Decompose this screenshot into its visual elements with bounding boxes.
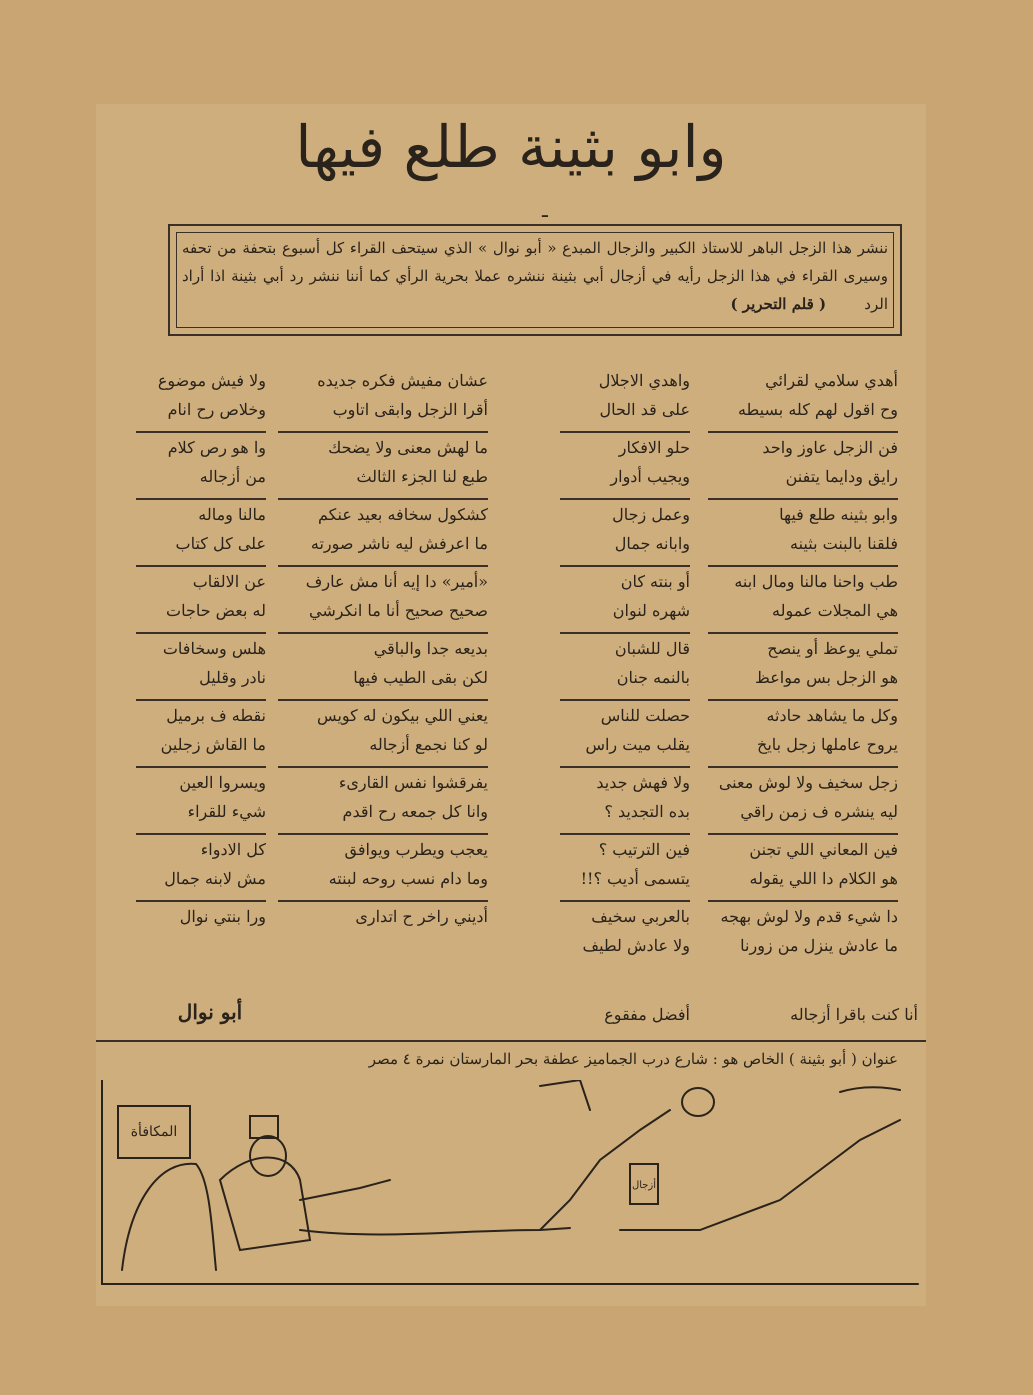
editorial-note-text: ننشر هذا الزجل الباهر للاستاذ الكبير والزجال المبدع « أبو نوال » الذي سيتحف القراء كل أسبوع بتحفة من تحفه وسيرى القراء في هذا الزجل رأيه في أزجال أبي بثينة ننشره عملا بحرية الرأي كما أننا ننشر رد أبي بثينة اذا أراد الرد (182, 239, 888, 313)
poem-stanza (708, 701, 898, 768)
poem-line: وح اقول لهم كله بسيطه (737, 400, 898, 419)
poem-closing-refrain: أفضل مفقوع (604, 1005, 690, 1024)
poem-line: ولا عادش لطيف (582, 936, 690, 955)
poem-line: أهدي سلامي لقرائي (765, 371, 898, 390)
poem-column-4 (136, 366, 266, 969)
poem-line: أقرا الزجل وابقى اتاوب (332, 400, 488, 419)
flying-hat (540, 1080, 590, 1110)
poem-line: أديني راخر ح اتدارى (355, 907, 488, 926)
poem-stanza (278, 433, 488, 500)
poem-line: بالعربي سخيف (591, 907, 690, 926)
poem-stanza (278, 835, 488, 902)
poem-stanza (136, 433, 266, 500)
seated-figure-head (250, 1136, 286, 1176)
poem-signature: أبو نوال (177, 1000, 243, 1024)
poem-stanza (560, 902, 690, 969)
title-ornament: ـ (542, 198, 548, 222)
magazine-page (96, 104, 926, 1306)
poem-stanza (560, 835, 690, 902)
poem-line: رايق ودايما يتفنن (785, 467, 898, 486)
poem-stanza (278, 768, 488, 835)
poem-stanza (136, 835, 266, 902)
poem-line: على قد الحال (599, 400, 690, 419)
poem-line: حلو الافكار (618, 438, 690, 457)
poem-line: فين الترتيب ؟ (598, 840, 690, 859)
poem-stanza (708, 433, 898, 500)
running-figure-head (682, 1088, 714, 1116)
poem-line: وابو بثينه طلع فيها (779, 505, 898, 524)
poem-stanza (708, 768, 898, 835)
poem-line: ولا فهش جديد (596, 773, 690, 792)
poem-stanza (708, 634, 898, 701)
poem-line: لو كنا نجمع أزجاله (369, 735, 488, 754)
poem-line: دا شيء قدم ولا لوش بهجه (720, 907, 898, 926)
poem-line: يروح عاملها زجل بايخ (757, 735, 898, 754)
poem-stanza (278, 634, 488, 701)
poem-stanza (136, 634, 266, 701)
poem-stanza (560, 366, 690, 433)
poem-line: طب واحنا مالنا ومال ابنه (734, 572, 898, 591)
poem-stanza (278, 902, 488, 969)
poem-line: مالنا وماله (198, 505, 266, 524)
poem-line: ورا بنتي نوال (179, 907, 266, 926)
poem-stanza (136, 701, 266, 768)
editorial-note (182, 234, 888, 318)
poem-line: وانا كل جمعه رح اقدم (342, 802, 488, 821)
poem-line: قال للشبان (614, 639, 690, 658)
poem-line: زجل سخيف ولا لوش معنى (718, 773, 898, 792)
poem-line: مش لابنه جمال (164, 869, 266, 888)
poem-line: فلقنا بالبنت بثينه (790, 534, 898, 553)
poem-line: ويسروا العين (179, 773, 266, 792)
poem-line: يعجب ويطرب ويوافق (344, 840, 488, 859)
poem-stanza (136, 902, 266, 969)
poem-line: شيء للقراء (187, 802, 266, 821)
poem-line: ولا فيش موضوع (157, 371, 266, 390)
pointing-arm (300, 1180, 390, 1200)
poem-line: لكن بقى الطيب فيها (353, 668, 488, 687)
poem-line: وكل ما يشاهد حادثه (766, 706, 898, 725)
editorial-note-box (168, 224, 902, 336)
poem-line: صحيح صحيح أنا ما انكرشي (308, 601, 488, 620)
kicking-leg (300, 1228, 570, 1234)
poem-line: نادر وقليل (199, 668, 266, 687)
poem-stanza (708, 366, 898, 433)
poem-line: ما لهش معنى ولا يضحك (328, 438, 488, 457)
poem-line: يتسمى أديب ؟!! (580, 869, 690, 888)
wall-sign-text: المكافأة (130, 1124, 178, 1140)
ground-slope (620, 1120, 900, 1230)
poem-stanza (136, 567, 266, 634)
poem-line: وابانه جمال (614, 534, 690, 553)
poem-column-2 (560, 366, 690, 969)
poem-line: هو الكلام دا اللي يقوله (749, 869, 898, 888)
poem-line: نقطه ف برميل (166, 706, 266, 725)
poem-line: يفرقشوا نفس القارىء (338, 773, 488, 792)
author-address: عنوان ( أبو بثينة ) الخاص هو : شارع درب الجماميز عطفة بحر المارستان نمرة ٤ مصر (368, 1050, 898, 1068)
poem-line: هي المجلات عموله (772, 601, 898, 620)
poem-line: ليه ينشره ف زمن راقي (740, 802, 898, 821)
poem-line: أو بنته كان (620, 572, 690, 591)
poem-column-3 (278, 366, 488, 969)
poem-line: وخلاص رح انام (167, 400, 266, 419)
poem-line: عشان مفيش فكره جديده (317, 371, 488, 390)
poem-stanza (708, 902, 898, 969)
poem-stanza (560, 500, 690, 567)
poem-line: بديعه جدا والباقي (373, 639, 488, 658)
fez-hat (250, 1116, 278, 1138)
poem-line: وما دام نسب روحه لبنته (328, 869, 488, 888)
book-text: أزجال (631, 1180, 657, 1191)
poem-stanza (560, 634, 690, 701)
poem-line: وا هو رص كلام (167, 438, 266, 457)
poem-stanza (560, 701, 690, 768)
poem-stanza (136, 768, 266, 835)
poem-line: على كل كتاب (175, 534, 266, 553)
poem-line: ما القاش زجلين (160, 735, 266, 754)
poem-line: كشكول سخافه بعيد عنكم (318, 505, 488, 524)
poem-line: له بعض حاجات (166, 601, 266, 620)
poem-line: يعني اللي بيكون له كويس (317, 706, 488, 725)
poem-line: فن الزجل عاوز واحد (762, 438, 898, 457)
poem-line: من أزجاله (199, 467, 266, 486)
scribble-mark (840, 1087, 900, 1092)
poem-stanza (708, 567, 898, 634)
chair (122, 1164, 216, 1270)
poem-stanza (136, 366, 266, 433)
poem-line: فين المعاني اللي تجنن (749, 840, 898, 859)
poem-stanza (278, 500, 488, 567)
page-title: وابو بثينة طلع فيها (295, 113, 727, 181)
poem-stanza (278, 701, 488, 768)
poem-stanza (560, 768, 690, 835)
poem-line: وعمل زجال (612, 505, 690, 524)
poem-stanza (278, 366, 488, 433)
poem-stanza (560, 433, 690, 500)
poem-line: بده التجديد ؟ (604, 802, 690, 821)
poem-stanza (278, 567, 488, 634)
poem-line: كل الادواء (200, 840, 266, 859)
poem-stanza (560, 567, 690, 634)
poem-line: واهدي الاجلال (598, 371, 690, 390)
poem-stanza (708, 500, 898, 567)
poem-line: عن الالقاب (192, 572, 266, 591)
poem-line: طبع لنا الجزء الثالث (356, 467, 488, 486)
editorial-note-signature: ( قلم التحرير ) (730, 295, 827, 313)
poem-line: ويجيب أدوار (610, 467, 690, 486)
cartoon-illustration (100, 1080, 922, 1290)
poem-line: يقلب ميت راس (585, 735, 690, 754)
poem-stanza (136, 500, 266, 567)
poem-line: تملي يوعظ أو ينصح (767, 639, 898, 658)
poem-line: بالنمه جنان (616, 668, 690, 687)
seated-figure-body (220, 1158, 310, 1251)
bottom-rule (96, 1040, 926, 1042)
poem-column-1 (708, 366, 898, 969)
poem-line: حصلت للناس (600, 706, 690, 725)
poem-closing-line: أنا كنت باقرا أزجاله (790, 1005, 918, 1024)
poem-line: شهره لنوان (612, 601, 690, 620)
poem-line: هو الزجل بس مواعظ (755, 668, 898, 687)
poem-line: ما عادش ينزل من زورنا (740, 936, 898, 955)
poem-stanza (708, 835, 898, 902)
poem-line: «أمير» دا إيه أنا مش عارف (305, 572, 488, 591)
poem-line: ما اعرفش ليه ناشر صورته (310, 534, 488, 553)
poem-line: هلس وسخافات (162, 639, 266, 658)
running-figure-back (540, 1110, 670, 1230)
